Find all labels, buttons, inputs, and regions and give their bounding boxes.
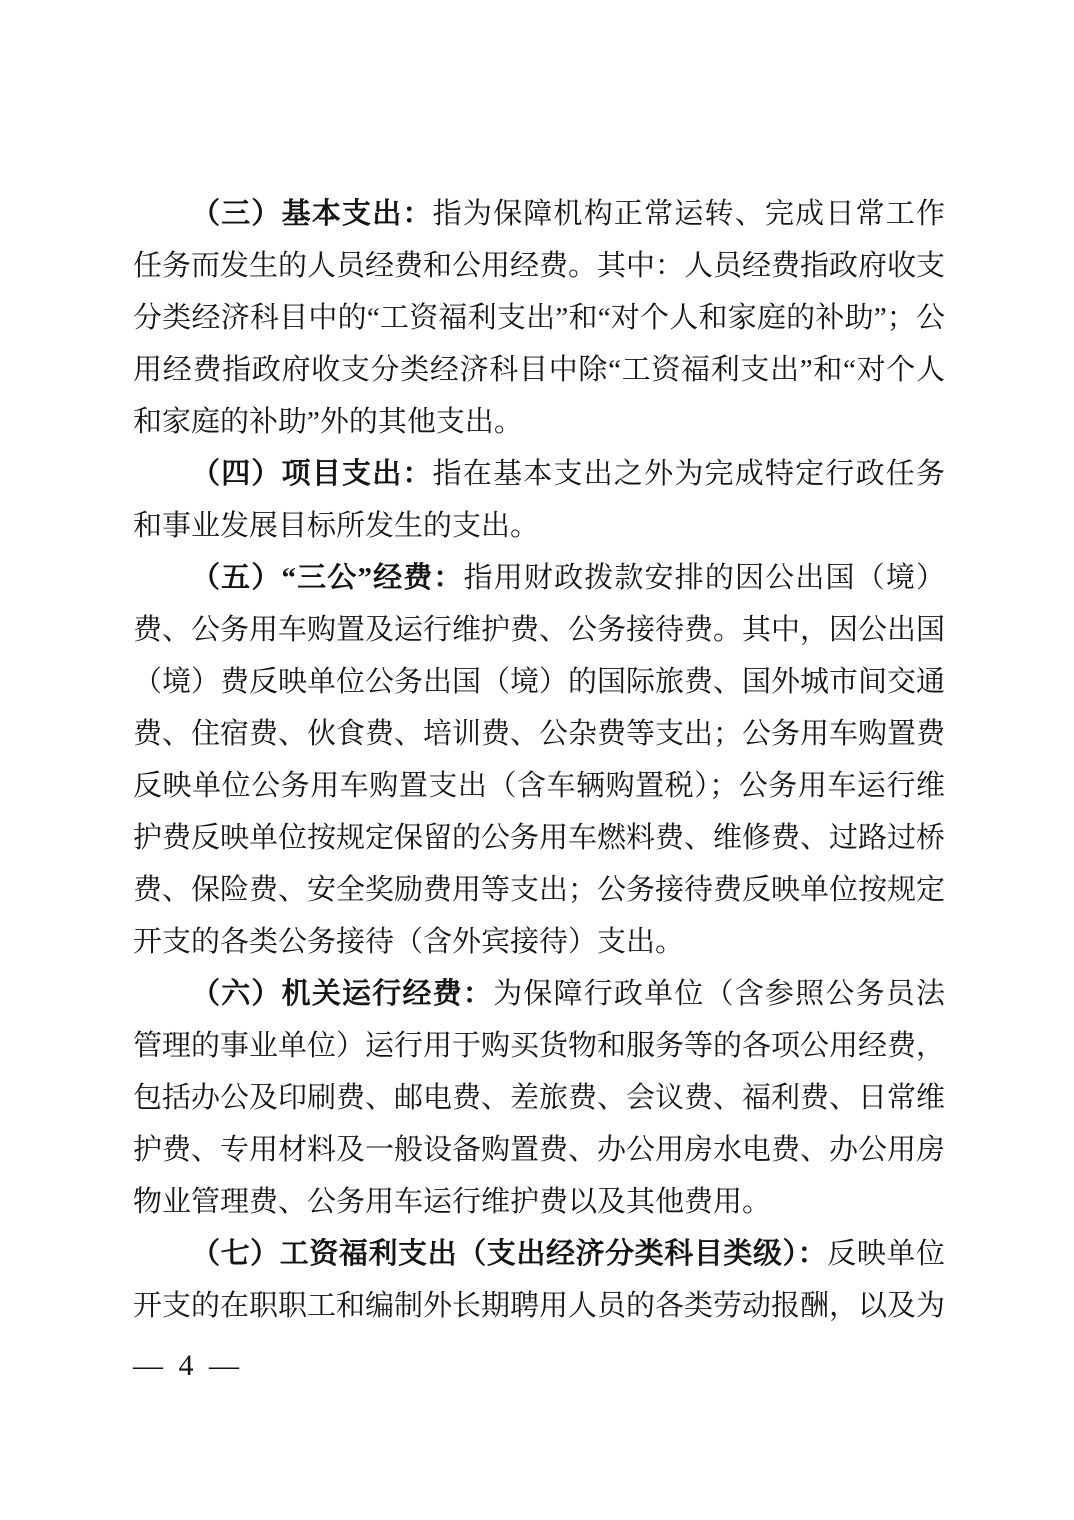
term-label: （四）项目支出： — [191, 458, 433, 490]
term-definition: 指用财政拨款安排的因公出国（境）费、公务用车购置及运行维护费、公务接待费。其中，因公出国（境）费反映单位公务出国（境）的国际旅费、国外城市间交通费、住宿费、伙食费、培训费、公杂费等支出；公务用车购置费反映单位公务用车购置支出（含车辆购置税）；公务用车运行维护费反映单位按规定保留的公务用车燃料费、维修费、过路过桥费、保险费、安全奖励费用等支出；公务接待费反映单位按规定开支的各类公务接待（含外宾接待）支出。 — [133, 562, 946, 958]
term-definition: 反映单位开支的在职职工和编制外长期聘用人员的各类劳动报酬，以及为 — [133, 1238, 946, 1322]
term-definition: 指在基本支出之外为完成特定行政任务和事业发展目标所发生的支出。 — [133, 458, 945, 542]
paragraph-item-basic-expenditure — [133, 188, 945, 448]
term-label: （六）机关运行经费： — [191, 978, 494, 1010]
term-label: （五）“三公”经费： — [191, 562, 464, 594]
paragraph-item-agency-operating-funds — [133, 968, 945, 1228]
term-definition: 指为保障机构正常运转、完成日常工作任务而发生的人员经费和公用经费。其中：人员经费指政府收支分类经济科目中的“工资福利支出”和“对个人和家庭的补助”；公用经费指政府收支分类经济科目中除“工资福利支出”和“对个人和家庭的补助”外的其他支出。 — [133, 198, 946, 438]
paragraph-item-three-public-funds — [133, 552, 945, 968]
paragraph-item-project-expenditure — [133, 448, 945, 552]
paragraph-item-salary-welfare-expenditure — [133, 1228, 945, 1332]
page-number: — 4 — — [133, 1349, 243, 1382]
document-body-text — [133, 188, 945, 1332]
term-label: （三）基本支出： — [191, 198, 433, 230]
term-label: （七）工资福利支出（支出经济分类科目类级）： — [191, 1238, 828, 1270]
term-definition: 为保障行政单位（含参照公务员法管理的事业单位）运行用于购买货物和服务等的各项公用经费，包括办公及印刷费、邮电费、差旅费、会议费、福利费、日常维护费、专用材料及一般设备购置费、办公用房水电费、办公用房物业管理费、公务用车运行维护费以及其他费用。 — [133, 978, 946, 1218]
